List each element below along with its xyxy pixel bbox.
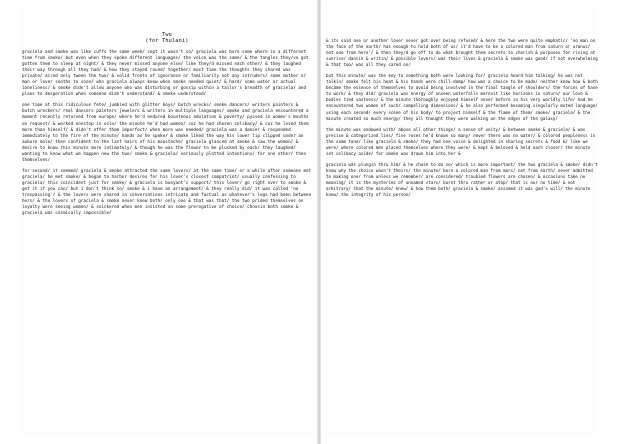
right-page — [326, 8, 598, 436]
poem-dedication: (for Thulani) — [145, 38, 189, 44]
poem-heading — [22, 32, 312, 44]
stanza-3: for second/ it seemed/ graciela & smoke attracted the same lovers/ at the same time/ or a while after someone met graciela/ he met smoke/ & began to harbor desires for his lover's closest compatriot/ usually confessing to graciela/ this coincident just for smoke/ & graciela is buoyant's support/ this lover/ go right over to smoke & get it if you can/ but i don't think so/ smoke & i have an arrangement/ & they really did/ it was called 'no trespassing'/ & the lovers were shared in conversations intricate and factual as whatever's legs had been between hers/ & the lovers of graciela & smoke never knew both/ only one & that was that/ the two prided themselves on loyalty were seeing women/ & snickered when men insisted on some prerogative of choice/ choosin both smoke & graciela was cosmically impossible/ — [22, 168, 312, 217]
stanza-1: graciela and smoke was like cuffs the same week/ cept it wasn't so/ graciela was born some where in a different time from smoke/ but even when they spoke different languages/ the voice was the same/ & the tangles they/ve got gotten them to sleep at night/ & they never missed anyone else/ like they/d missed each other/ & they laughed their way through all they had/ & how they stayed round/ together/ most time the thoughts they shared was private/ aired only tween the two/ & solid fronts of ignorance or familiarity not any intruders/ some mother or man or lover sooths to soon/ who graciela always knew when smoke needed quiet/ & hard/ some water or actual loneliness/ & smoke didn't allow anyone who was disturbing or gossip within a tailor's breadth of graciela/ and plans to desperation when someone didn't understand/ & smoke understood/ — [22, 50, 309, 98]
stanza-4: & its said one or another lover never got over being refused/ & here the two were quite emphatic/ 'no man on the face of the earth/ has enough to hold both of us/ it'd have to be a colored man from saturn or uranus/ not one from here'/ & then they/d go off to do what brought them secrets to cherish & purposes for rising at sunrise/ dancin & writin/ & possible lovers/ was their lives & graciela & smoke was good/ if not everwhelming & that too/ was all they cared on/ — [326, 38, 598, 68]
poem-title: Two — [162, 32, 172, 38]
stanza-6: the minute was endowed with/ above all other things/ a sense of unity/ & between smoke & graciela/ & was precise & categorized lies/ five roses he'd known so many/ never there was no water/ & colored peopleness in the same tone/ like graciela & smoke/ they had one voice & delighted in sharing secrets & food &/ like we were/ where colored men placed themselves where they were/ & kept & beloved & held each closer/ the minute set celibacy aside/ for smoke was drawn him into her & — [326, 126, 596, 156]
stanza-2: one time at this ridiculous fete/ jumbled with glitter boys/ butch wrecks/ smoke dancers/ writers painters & butch wreckers/ real dancers painters jewelers & writers in multiple languages/ smoke and graciela encountered a moment recently returned from europe/ where he'd endured bounteous adulation & poverty/ pyssed in women's mouths on request/ & worked nonstop in oslo/ the minute he'd had women/ cuz he had chosen celibacy/ & cuz he loved them more than himself/ & didn't offer them imperfect/ when more was needed/ graciela was a dancer & responded immediately to the fire of the minute/ hands as he spoke/ & smoke liked the way his lower lip clipped under an auburn mole/ then confident to the last hairs of his moustache/ graciela glanced at smoke & saw the women/ & desire to know this minute more intimately/ & though he was the flower to be plucked by each/ they laughed/ wanting to know what we happen now the two/ smoke & graciela/ seriously plotted intentions/ for one other/ then themselves/ — [22, 103, 309, 163]
left-page — [22, 8, 312, 436]
stanza-5: but this minute/ was the key to something both were looking for/ graciela heard him talking/ he was not talkin/ smoke felt his heat & his hands were chill-damp/ how was a choice to be made/ neither knew how & both became the essence of themselves to avoid being involved in the final tangle of shoulders/ the forces of have to work/ & they did/ graciela was energy of unseen waterfalls mernuit like horizons in saturn/ our love & bodies tied vastness/ & the minute thoroughly enjoyed himself never before in his very worldly life/ had he encountered two women of such/ compelling dimensions/ & he also performed becoming singularly muted language/ using each second/ every scene of his body/ to project himself & the flame of them/ smoke/ graciela/ & the minute created so much energy/ they all thought they were walking on the edges of the galaxy/ — [326, 73, 598, 121]
stanza-7: graciela was plungin thru him/ & he chose to do so/ which is more important/ the two graciela & smoke/ didn't know why the choice wasn't theirs/ the minute/ born a colored man from mars/ not from earth/ never admitted to making one/ from unless we remember/ are considered/ troubled flowers are chosen/ & occasions take no meaning/ it is the mysteries of unnamed stars/ burnt thru rather or atop/ that is our no time/ & not arbitrary/ that the minute/ knew/ & how them both/ graciela & smoke/ assumed it was god's will/ the minute knew/ the integrity of his person/ — [326, 161, 598, 198]
book-gutter — [317, 0, 321, 444]
